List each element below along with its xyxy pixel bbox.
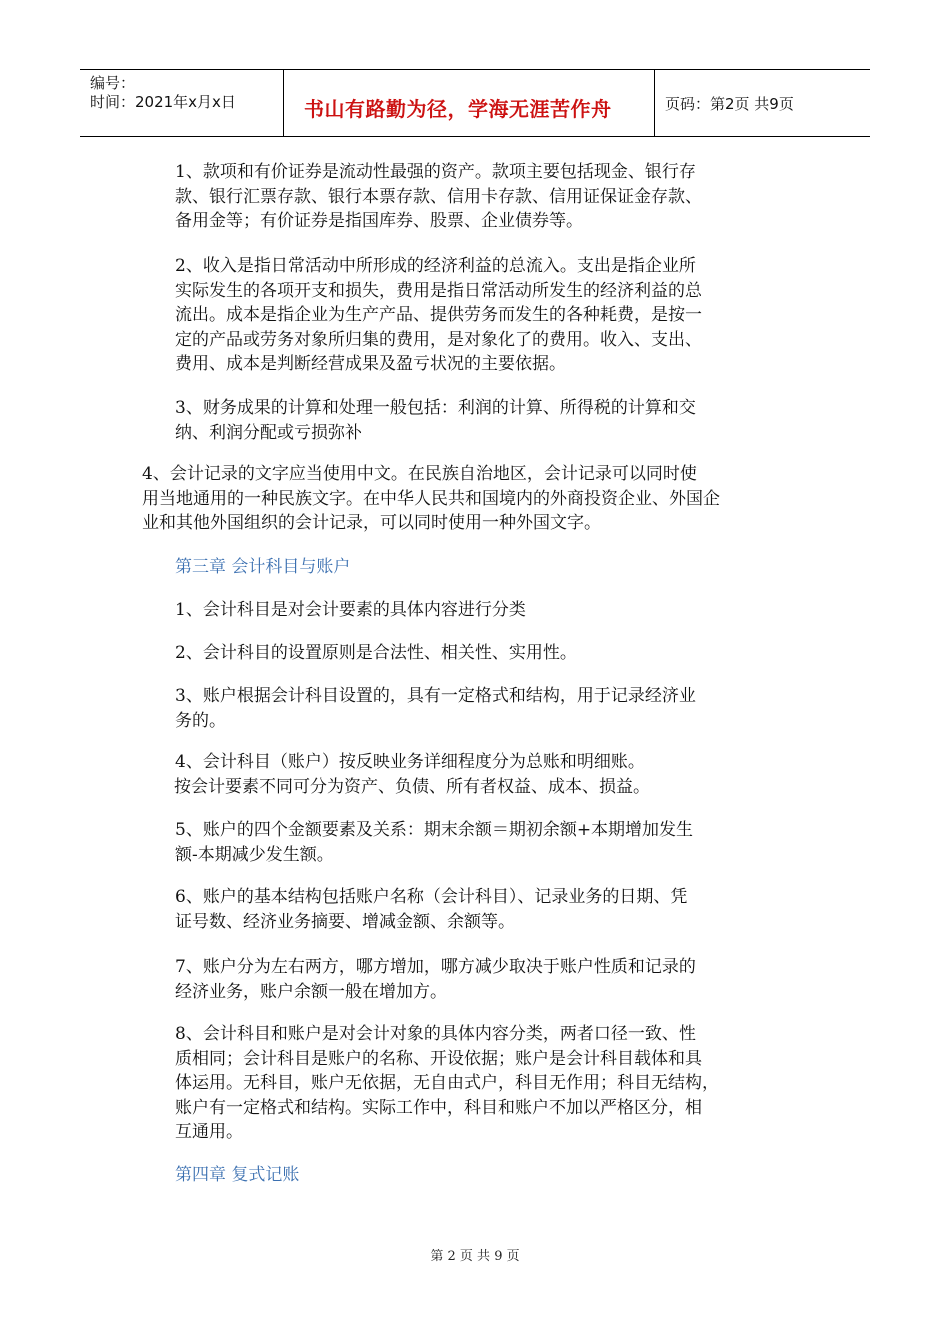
text-line: 1、会计科目是对会计要素的具体内容进行分类: [175, 600, 526, 620]
page-footer: [0, 1245, 950, 1264]
document-number-label: 编号：: [90, 74, 136, 92]
text-line: 体运用。无科目，账户无依据，无自由式户，科目无作用；科目无结构，: [175, 1073, 719, 1093]
document-time-label: 时间：2021年x月x日: [90, 93, 236, 111]
text-line: 3、账户根据会计科目设置的，具有一定格式和结构，用于记录经济业: [175, 686, 696, 706]
text-line: 质相同；会计科目是账户的名称、开设依据；账户是会计科目载体和具: [175, 1048, 702, 1069]
paragraph-3: [175, 396, 696, 445]
page-header: [80, 69, 870, 137]
text-line: 流出。成本是指企业为生产产品、提供劳务而发生的各种耗费，是按一: [175, 305, 702, 325]
chapter-4-heading: [175, 1163, 299, 1188]
chapter-title: 第四章 复式记账: [175, 1165, 300, 1185]
header-page-cell: [655, 70, 870, 136]
item-3-6: [175, 885, 687, 934]
footer-page-number: 第 2 页 共 9 页: [430, 1249, 520, 1264]
text-line: 按会计要素不同可分为资产、负债、所有者权益、成本、损益。: [174, 776, 650, 797]
item-3-8: [175, 1022, 719, 1145]
text-line: 务的。: [175, 710, 226, 731]
text-line: 2、会计科目的设置原则是合法性、相关性、实用性。: [175, 643, 577, 663]
text-line: 定的产品或劳务对象所归集的费用，是对象化了的费用。收入、支出、: [175, 329, 702, 350]
chapter-3-heading: [175, 555, 350, 580]
text-line: 用当地通用的一种民族文字。在中华人民共和国境内的外商投资企业、外国企: [142, 488, 720, 509]
text-line: 8、会计科目和账户是对会计对象的具体内容分类，两者口径一致、性: [175, 1024, 696, 1044]
header-page-number: 页码：第2页 共9页: [665, 95, 794, 113]
paragraph-1: [175, 160, 702, 234]
paragraph-2: [175, 254, 702, 377]
header-motto: 书山有路勤为径，学海无涯苦作舟: [304, 97, 612, 121]
item-3-4: [175, 750, 650, 799]
text-line: 备用金等；有价证券是指国库券、股票、企业债券等。: [175, 211, 583, 231]
text-line: 5、账户的四个金额要素及关系：期末余额＝期初余额+本期增加发生: [175, 820, 694, 840]
text-line: 费用、成本是判断经营成果及盈亏状况的主要依据。: [175, 354, 566, 374]
chapter-title: 第三章 会计科目与账户: [175, 557, 351, 577]
text-line: 互通用。: [175, 1122, 243, 1142]
text-line: 2、收入是指日常活动中所形成的经济利益的总流入。支出是指企业所: [175, 256, 696, 276]
item-3-3: [175, 684, 696, 733]
text-line: 6、账户的基本结构包括账户名称（会计科目）、记录业务的日期、凭: [175, 887, 688, 907]
item-3-5: [175, 818, 693, 867]
text-line: 7、账户分为左右两方，哪方增加，哪方减少取决于账户性质和记录的: [175, 957, 696, 977]
item-3-7: [175, 955, 696, 1004]
text-line: 3、财务成果的计算和处理一般包括：利润的计算、所得税的计算和交: [175, 398, 696, 418]
header-info-cell: [80, 70, 284, 136]
header-motto-cell: [284, 70, 655, 136]
text-line: 证号数、经济业务摘要、增减金额、余额等。: [175, 911, 515, 932]
item-3-2: [175, 641, 577, 666]
text-line: 账户有一定格式和结构。实际工作中，科目和账户不加以严格区分，相: [175, 1097, 702, 1118]
text-line: 额-本期减少发生额。: [175, 844, 334, 865]
text-line: 款、银行汇票存款、银行本票存款、信用卡存款、信用证保证金存款、: [175, 186, 702, 207]
text-line: 4、会计科目（账户）按反映业务详细程度分为总账和明细账。: [175, 752, 645, 772]
text-line: 1、款项和有价证券是流动性最强的资产。款项主要包括现金、银行存: [175, 162, 696, 182]
item-3-1: [175, 598, 526, 623]
text-line: 纳、利润分配或亏损弥补: [175, 422, 362, 443]
text-line: 业和其他外国组织的会计记录，可以同时使用一种外国文字。: [142, 513, 601, 533]
text-line: 实际发生的各项开支和损失，费用是指日常活动所发生的经济利益的总: [175, 280, 702, 301]
text-line: 经济业务，账户余额一般在增加方。: [175, 981, 447, 1002]
paragraph-4: [142, 462, 720, 536]
text-line: 4、会计记录的文字应当使用中文。在民族自治地区，会计记录可以同时使: [142, 464, 697, 484]
